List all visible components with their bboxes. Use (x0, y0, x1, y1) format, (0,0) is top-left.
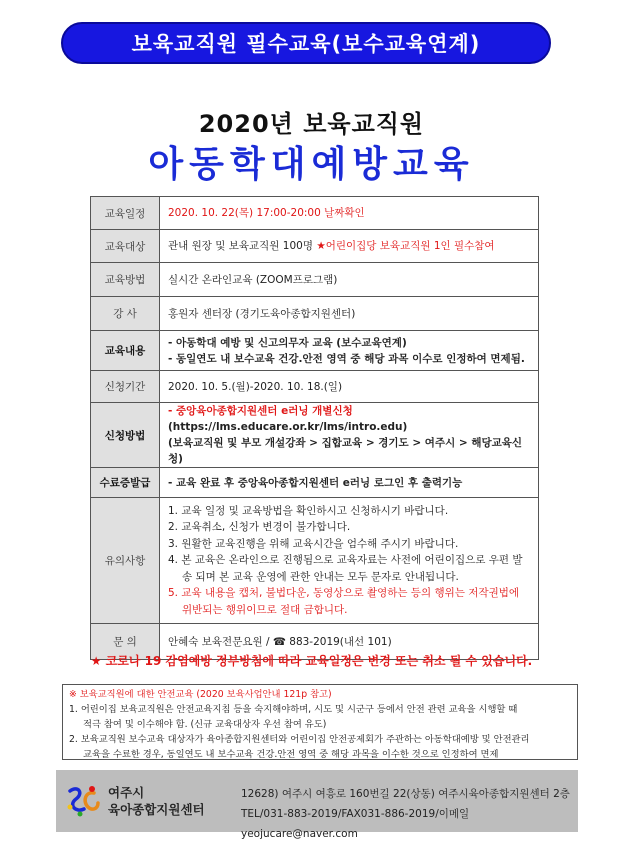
label-content: 교육내용 (91, 331, 160, 371)
contact-name: 안혜숙 보육전문요원 / (168, 635, 270, 648)
caution-item-2: 2. 교육취소, 신청가 변경이 불가합니다. (168, 521, 351, 534)
row-content (91, 331, 539, 371)
apply-line-1 (168, 403, 530, 435)
row-target (91, 230, 539, 263)
content-line-2: - 동일연도 내 보수교육 건강.안전 영역 중 해당 과목 이수로 인정하여 면제됨. (168, 352, 525, 365)
org-line-2: 육아종합지원센터 (108, 802, 205, 817)
footer-address: 12628) 여주시 여흥로 160번길 22(상동) 여주시육아종합지원센터 2층 (241, 788, 570, 800)
content-line-1: - 아동학대 예방 및 신고의무자 교육 (보수교육연계) (168, 336, 407, 349)
caution-item-4a: 4. 본 교육은 온라인으로 진행됨으로 교육자료는 사전에 어린이집으로 우편 발 (168, 554, 523, 567)
label-target: 교육대상 (91, 230, 160, 263)
caution-item-5a: 5. 교육 내용을 캡처, 불법다운, 동영상으로 촬영하는 등의 행위는 저작권법에 (168, 587, 520, 600)
row-certificate (91, 468, 539, 498)
caution-item-5b: 위반되는 행위이므로 절대 금합니다. (182, 603, 348, 616)
value-certificate: - 교육 완료 후 중앙육아종합지원센터 e러닝 로그인 후 출력기능 (160, 468, 539, 498)
caution-item-1: 1. 교육 일정 및 교육방법을 확인하시고 신청하시기 바랍니다. (168, 504, 449, 517)
value-lecturer: 홍원자 센터장 (경기도육아종합지원센터) (160, 297, 539, 331)
label-lecturer: 강 사 (91, 297, 160, 331)
footer-contact: TEL/031-883-2019/FAX031-886-2019/이메일 yeojucare@naver.com (241, 808, 470, 840)
safety-p2b: 교육을 수료한 경우, 동일연도 내 보수교육 건강.안전 영역 중 해당 과목을 이수한 것으로 인정하여 면제 (83, 749, 499, 760)
title-year: 2020년 보육교직원 (198, 110, 425, 138)
footer (56, 770, 578, 840)
row-period (91, 371, 539, 403)
center-logo-icon (64, 783, 102, 819)
contact-phone: ☎ 883-2019(내선 101) (272, 635, 392, 648)
row-date (91, 197, 539, 230)
target-text: 관내 원장 및 보육교직원 100명 (168, 240, 313, 252)
safety-p2a: 2. 보육교직원 보수교육 대상자가 육아종합지원센터와 어린이집 안전공제회가 주관하는 아동학대예방 및 안전관리 (69, 734, 530, 745)
info-table (90, 196, 539, 660)
value-target (160, 230, 539, 263)
org-name (108, 784, 205, 818)
safety-p1b: 적극 참여 및 이수해야 함. (신규 교육대상자 우선 참여 유도) (83, 719, 327, 730)
value-apply (160, 403, 539, 468)
value-cautions (160, 498, 539, 624)
label-apply: 신청방법 (91, 403, 160, 468)
apply-text: - 중앙육아종합지원센터 e러닝 개별신청 (168, 405, 353, 417)
title-main: 아동학대예방교육 (148, 144, 475, 185)
value-content (160, 331, 539, 371)
row-method (91, 263, 539, 297)
org-line-1: 여주시 (108, 785, 145, 800)
label-date: 교육일정 (91, 197, 160, 230)
safety-box (62, 684, 578, 760)
label-contact: 문 의 (91, 624, 160, 660)
corona-notice: ★ 코로나 19 감염예방 정부방침에 따라 교육일정은 변경 또는 취소 될 수 있습니다. (90, 654, 533, 668)
label-period: 신청기간 (91, 371, 160, 403)
value-period: 2020. 10. 5.(월)-2020. 10. 18.(일) (160, 371, 539, 403)
value-date: 2020. 10. 22(목) 17:00-20:00 날짜확인 (160, 197, 539, 230)
row-lecturer (91, 297, 539, 331)
caution-item-3: 3. 원활한 교육진행을 위해 교육시간을 엄수해 주시기 바랍니다. (168, 537, 459, 550)
safety-heading: ※ 보육교직원에 대한 안전교육 (2020 보육사업안내 121p 참고) (69, 689, 332, 700)
target-note: ★어린이집당 보육교직원 1인 필수참여 (316, 240, 495, 252)
row-apply (91, 403, 539, 468)
value-method: 실시간 온라인교육 (ZOOM프로그램) (160, 263, 539, 297)
apply-url-link[interactable]: (https://lms.educare.or.kr/lms/intro.edu) (168, 421, 408, 433)
row-cautions (91, 498, 539, 624)
caution-item-4b: 송 되며 본 교육 운영에 관한 안내는 모두 문자로 안내됩니다. (182, 570, 459, 583)
label-cautions: 유의사항 (91, 498, 160, 624)
header-banner: 보육교직원 필수교육(보수교육연계) (61, 22, 551, 64)
footer-address-block (241, 784, 578, 844)
label-certificate: 수료증발급 (91, 468, 160, 498)
apply-line-2: (보육교직원 및 부모 개설강좌 > 집합교육 > 경기도 > 여주시 > 해당교육신청) (168, 437, 523, 465)
label-method: 교육방법 (91, 263, 160, 297)
safety-p1a: 1. 어린이집 보육교직원은 안전교육지침 등을 숙지해야하며, 시도 및 시군구 등에서 안전 관련 교육을 시행할 때 (69, 704, 518, 715)
